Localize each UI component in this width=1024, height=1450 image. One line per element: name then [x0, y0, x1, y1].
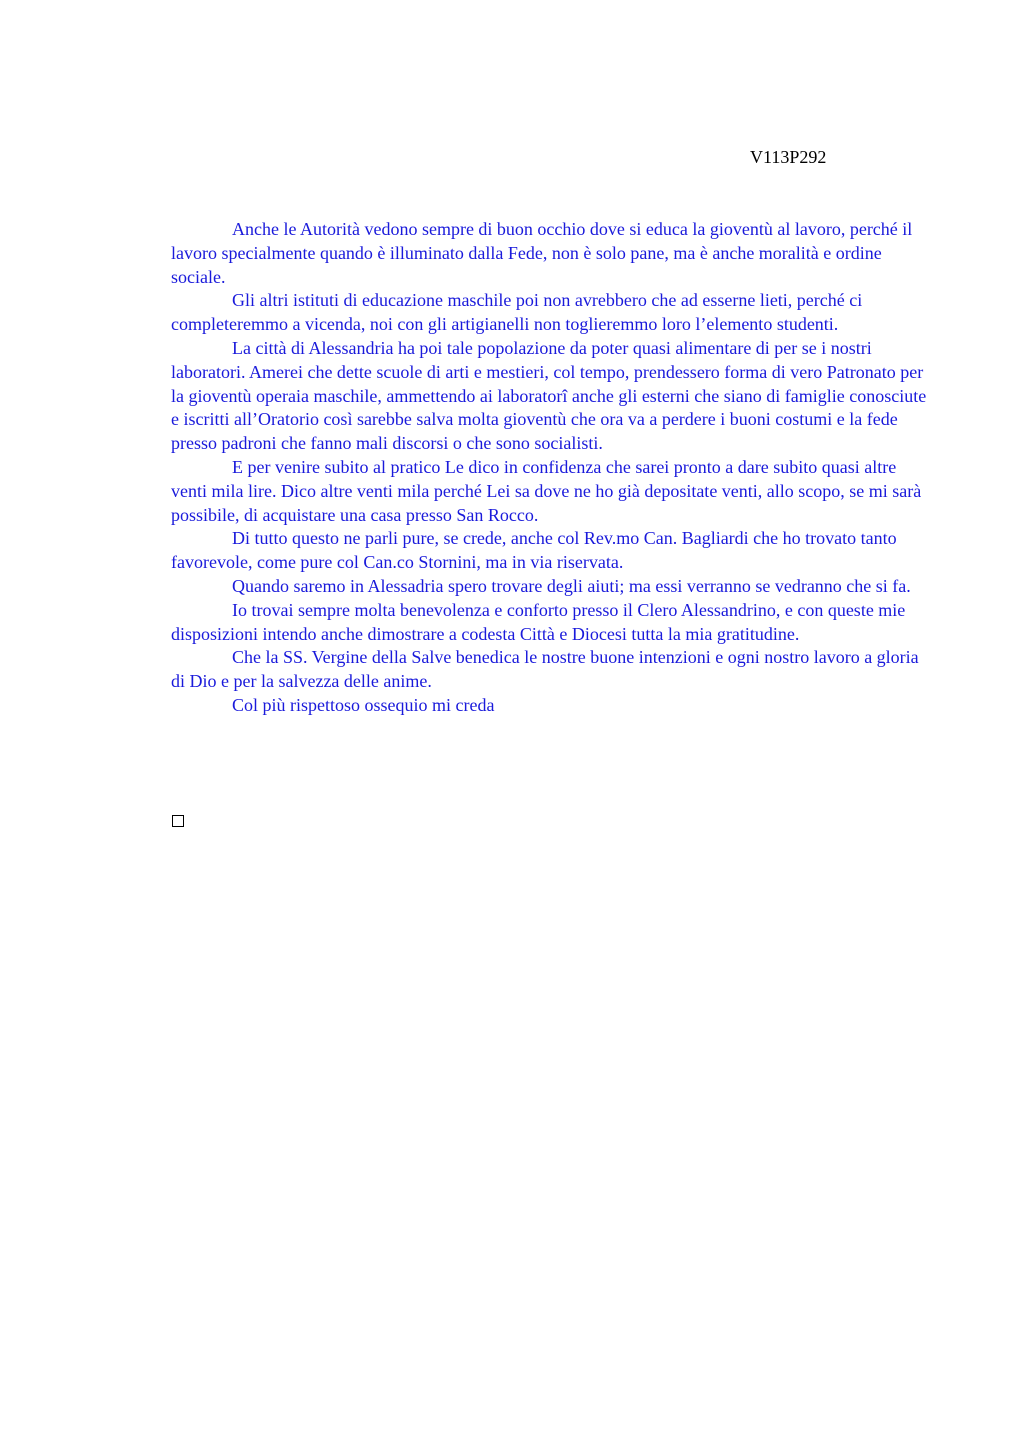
paragraph: Di tutto questo ne parli pure, se crede, anche col Rev.mo Can. Bagliardi che ho trovato tanto favorevole, come pure col Can.co Stornini, ma in via riservata.	[171, 528, 897, 573]
page-identifier: V113P292	[750, 147, 827, 167]
letter-body	[171, 218, 931, 718]
end-marker-box-icon	[172, 815, 184, 827]
paragraph: Che la SS. Vergine della Salve benedica le nostre buone intenzioni e ogni nostro lavoro a gloria di Dio e per la salvezza delle anime.	[171, 647, 919, 692]
closing-line: Col più rispettoso ossequio mi creda	[232, 694, 495, 715]
paragraph: Io trovai sempre molta benevolenza e conforto presso il Clero Alessandrino, e con queste mie disposizioni intendo anche dimostrare a codesta Città e Diocesi tutta la mia gratitudine.	[171, 599, 906, 644]
paragraph: Gli altri istituti di educazione maschile poi non avrebbero che ad esserne lieti, perché ci completeremmo a vicenda, noi con gli artigianelli non toglieremmo loro l’elemento studenti.	[171, 290, 863, 335]
paragraph: E per venire subito al pratico Le dico in confidenza che sarei pronto a dare subito quasi altre venti mila lire. Dico altre venti mila perché Lei sa dove ne ho già depositate venti, allo scopo, se mi sarà possibile, di acquistare una casa presso San Rocco.	[171, 456, 922, 525]
paragraph: Anche le Autorità vedono sempre di buon occhio dove si educa la gioventù al lavoro, perché il lavoro specialmente quando è illuminato dalla Fede, non è solo pane, ma è anche moralità e ordine sociale.	[171, 219, 913, 287]
paragraph: Quando saremo in Alessadria spero trovare degli aiuti; ma essi verranno se vedranno che si fa.	[232, 575, 911, 596]
paragraph: La città di Alessandria ha poi tale popolazione da poter quasi alimentare di per se i nostri laboratori. Amerei che dette scuole di arti e mestieri, col tempo, prendessero forma di vero Patronato per la gioventù operaia maschile, ammettendo ai laboratorî anche gli esterni che siano di famiglie conosciute e iscritti all’Oratorio così sarebbe salva molta gioventù che ora va a perdere i buoni costumi e la fede presso padroni che fanno mali discorsi o che sono socialisti.	[171, 337, 927, 454]
